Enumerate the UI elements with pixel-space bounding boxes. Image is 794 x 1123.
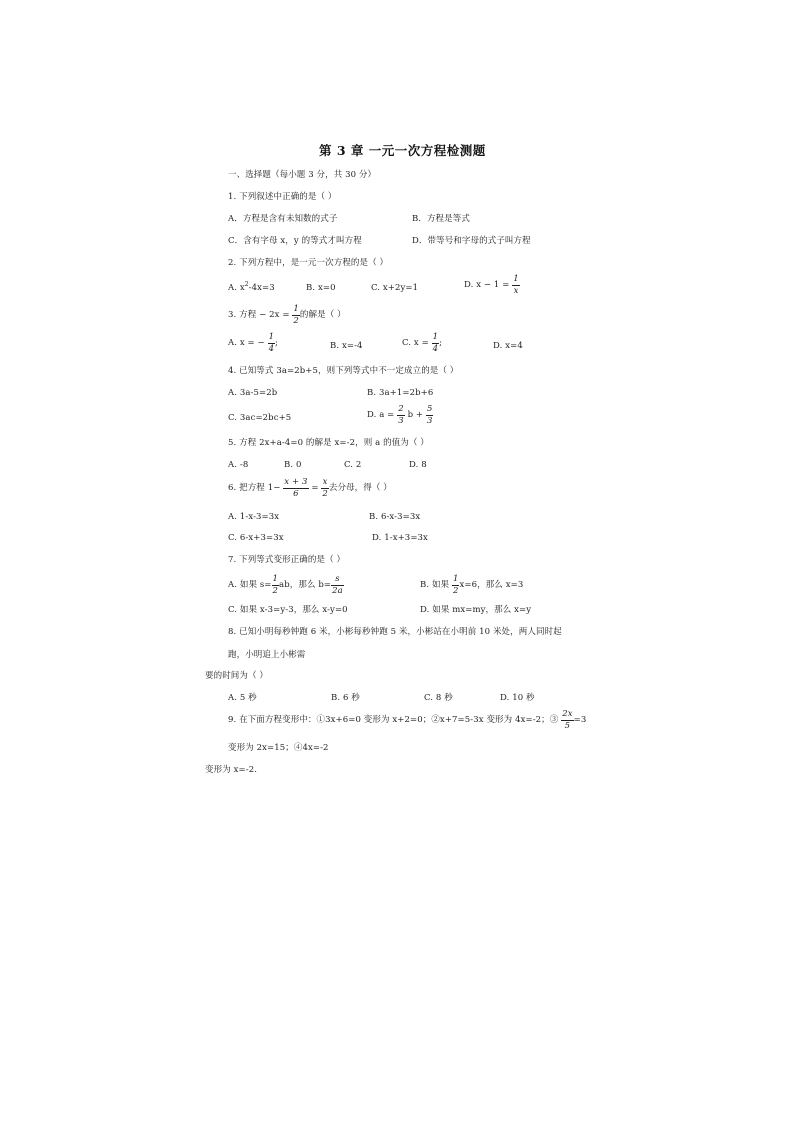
question-8-option-d: D. 10 秒 <box>500 693 535 703</box>
question-9-line-2: 变形为 2x=15；④4x=-2 <box>228 743 329 753</box>
question-7-option-d: D. 如果 mx=my，那么 x=y <box>420 605 532 615</box>
question-2-stem: 2. 下列方程中，是一元一次方程的是（ ） <box>228 258 389 268</box>
question-6-stem: 6. 把方程 1− $\frac{x + 3}{6}$ = $\frac{x}{2}$ 去分母，得（ ） <box>228 477 392 499</box>
question-6-option-c: C. 6-x+3=3x <box>228 533 284 543</box>
question-2-option-c: C. x+2y=1 <box>371 283 419 293</box>
question-5-option-b: B. 0 <box>284 460 302 470</box>
question-8-line-3: 要的时间为（ ） <box>205 671 269 681</box>
question-6-option-b: B. 6-x-3=3x <box>369 512 421 522</box>
question-3-option-c: C. x = $\frac{1}{4}$ ; <box>402 332 443 354</box>
question-4-option-c: C. 3ac=2bc+5 <box>228 413 292 423</box>
question-6-option-a: A. 1-x-3=3x <box>228 512 280 522</box>
question-8-option-a: A. 5 秒 <box>228 693 257 703</box>
question-2-option-d: D. x − 1 = $\frac{1}{x}$ <box>464 274 519 296</box>
question-1-option-b: B．方程是等式 <box>412 214 470 224</box>
question-1-option-c: C．含有字母 x，y 的等式才叫方程 <box>228 236 362 246</box>
question-4-option-b: B. 3a+1=2b+6 <box>367 388 434 398</box>
question-2-option-b: B. x=0 <box>306 283 336 293</box>
question-1-option-d: D．带等号和字母的式子叫方程 <box>412 236 531 246</box>
question-7-option-c: C. 如果 x-3=y-3，那么 x-y=0 <box>228 605 348 615</box>
question-4-stem: 4. 已知等式 3a=2b+5，则下列等式中不一定成立的是（ ） <box>228 366 459 376</box>
question-8-line-2: 跑，小明追上小彬需 <box>228 650 306 660</box>
question-8-option-c: C. 8 秒 <box>424 693 453 703</box>
question-5-stem: 5. 方程 2x+a-4=0 的解是 x=-2，则 a 的值为（ ） <box>228 438 429 448</box>
question-9-line-1: 9. 在下面方程变形中：①3x+6=0 变形为 x+2=0；②x+7=5-3x 变形为 4x=-2；③ $\frac{2x}{5}$ =3 <box>228 709 587 731</box>
page-title: 第 3 章 一元一次方程检测题 <box>319 143 486 158</box>
question-3-stem: 3. 方程 − 2x = $\frac{1}{2}$ 的解是（ ） <box>228 304 346 326</box>
question-3-option-a: A. x = − $\frac{1}{4}$ ; <box>228 332 279 354</box>
question-9-line-3: 变形为 x=-2. <box>205 765 257 775</box>
question-7-option-a: A. 如果 s= $\frac{1}{2}$ ab，那么 b= $\frac{s}{2a}$ <box>228 574 343 596</box>
question-1-stem: 1. 下列叙述中正确的是（ ） <box>228 192 337 202</box>
question-3-option-b: B. x=-4 <box>330 341 363 351</box>
question-7-stem: 7. 下列等式变形正确的是（ ） <box>228 555 346 565</box>
question-3-option-d: D. x=4 <box>493 341 523 351</box>
question-4-option-d: D. a = $\frac{2}{3}$ b + $\frac{5}{3}$ <box>367 404 433 426</box>
section-heading: 一、选择题（每小题 3 分，共 30 分） <box>228 170 377 180</box>
question-5-option-c: C. 2 <box>344 460 362 470</box>
question-7-option-b: B. 如果 $\frac{1}{2}$ x=6，那么 x=3 <box>420 574 524 596</box>
question-5-option-a: A. -8 <box>228 460 249 470</box>
question-5-option-d: D. 8 <box>409 460 427 470</box>
question-2-option-a: A. $x^2-4x=3$ <box>228 281 275 293</box>
question-6-option-d: D. 1-x+3=3x <box>372 533 428 543</box>
question-8-option-b: B. 6 秒 <box>331 693 360 703</box>
question-8-line-1: 8. 已知小明每秒钟跑 6 米，小彬每秒钟跑 5 米，小彬站在小明前 10 米处，两人同时起 <box>228 627 562 637</box>
question-1-option-a: A．方程是含有未知数的式子 <box>228 214 338 224</box>
question-4-option-a: A. 3a-5=2b <box>228 388 278 398</box>
